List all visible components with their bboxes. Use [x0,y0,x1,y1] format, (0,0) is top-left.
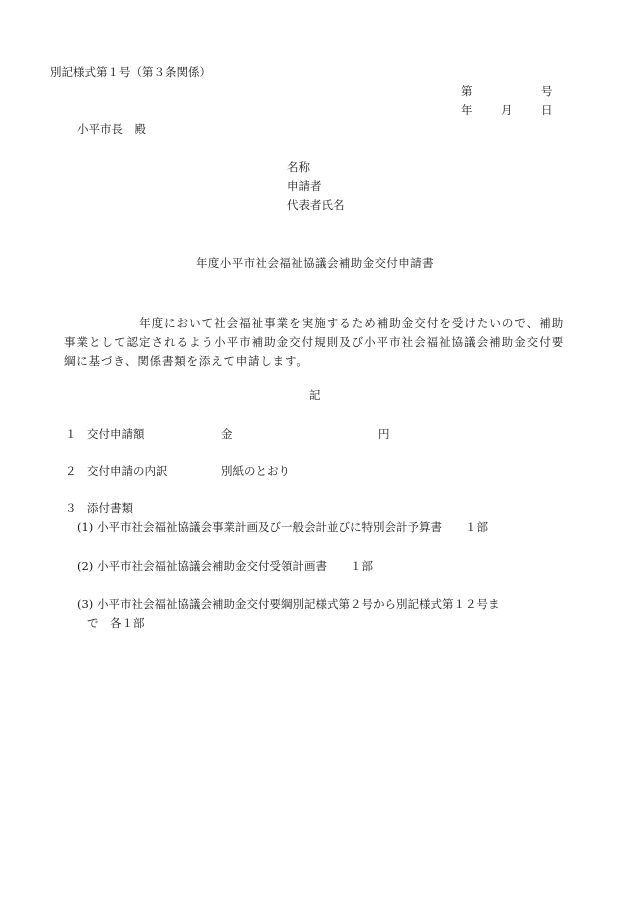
attachment-2: (2) 小平市社会福祉協議会補助金交付受領計画書 １部 [77,559,373,573]
document-number-prefix: 第 [461,84,473,98]
attachment-3-line-2: で 各１部 [87,616,145,630]
body-paragraph: 年度において社会福祉事業を実施するため補助金交付を受けたいので、補助事業として認定されるよう小平市補助金交付規則及び小平市社会福祉協議会補助金交付要綱に基づき、関係書類を添えて申請します。 [64,316,564,368]
attachment-3-line-1: (3) 小平市社会福祉協議会補助金交付要綱別記様式第２号から別記様式第１２号ま [77,597,500,611]
date-year-label: 年 [461,103,473,117]
date-day-label: 日 [541,103,553,117]
document-title: 年度小平市社会福祉協議会補助金交付申請書 [196,256,434,270]
representative-name-label: 代表者氏名 [287,198,345,212]
document-number-suffix: 号 [541,84,553,98]
ki-heading: 記 [309,388,321,402]
item-1-number: １ [65,427,77,441]
item-2-label: 交付申請の内訳 [87,464,168,478]
addressee: 小平市長 殿 [77,122,146,136]
attachment-1: (1) 小平市社会福祉協議会事業計画及び一般会計並びに特別会計予算書 １部 [77,520,488,534]
item-2-value: 別紙のとおり [221,464,290,478]
applicant-label: 申請者 [287,179,322,193]
applicant-name-label: 名称 [287,160,310,174]
item-3-label: 添付書類 [87,501,133,515]
item-3-number: ３ [65,501,77,515]
date-month-label: 月 [501,103,513,117]
item-1-label: 交付申請額 [87,427,145,441]
form-label: 別記様式第１号（第３条関係） [50,65,211,79]
amount-unit: 円 [378,427,390,441]
item-2-number: ２ [65,464,77,478]
amount-prefix: 金 [221,427,233,441]
